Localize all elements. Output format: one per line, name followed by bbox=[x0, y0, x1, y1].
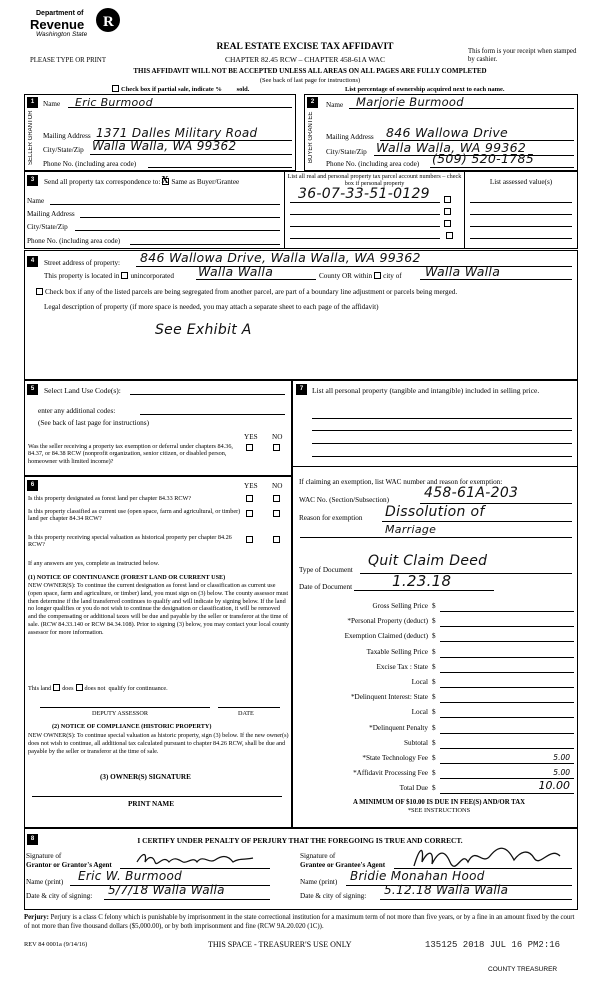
section-7-number: 7 bbox=[296, 384, 307, 395]
dollar-sign: $ bbox=[432, 723, 436, 732]
ownership-pct-note: List percentage of ownership acquired next to each name. bbox=[345, 86, 505, 93]
revision-code: REV 84 0001a (9/14/16) bbox=[24, 941, 88, 948]
partial-sale-checkbox[interactable] bbox=[112, 85, 119, 92]
section-6-number: 6 bbox=[27, 480, 38, 491]
grantee-name-label: Name (print) bbox=[300, 878, 338, 886]
grantee-name-value[interactable]: Bridie Monahan Hood bbox=[350, 869, 485, 883]
section-4-number: 4 bbox=[27, 256, 38, 267]
section-2-number: 2 bbox=[307, 97, 318, 108]
notice-compliance-text: NEW OWNER(S): To continue special valuation as historic property, sign (3) below. If the new owner(s) does not wish to continue, all additional tax calculated pursuant to chapter 84.26 RCW, shall be due and payable by the seller or transferor at the time of sale. bbox=[28, 732, 289, 755]
money-row bbox=[296, 737, 574, 752]
money-row bbox=[296, 767, 574, 782]
dollar-sign: $ bbox=[432, 677, 436, 686]
money-row bbox=[296, 706, 574, 721]
recording-stamp: 135125 2018 JUL 16 PM2:16 bbox=[425, 940, 561, 950]
buyer-phone-value[interactable]: (509) 520-1785 bbox=[432, 151, 534, 166]
money-row bbox=[296, 779, 574, 797]
dept-state-text: Washington State bbox=[36, 31, 88, 38]
see-instructions-note: *SEE INSTRUCTIONS bbox=[407, 807, 471, 814]
this-land-line bbox=[28, 684, 168, 692]
same-as-buyer-checkbox[interactable]: X bbox=[161, 175, 169, 186]
partial-sale-line bbox=[110, 85, 249, 94]
grantee-date-label: Date & city of signing: bbox=[300, 892, 367, 900]
money-row-label: *Delinquent Penalty bbox=[369, 723, 428, 732]
if-yes-instructions: If any answers are yes, complete as instructed below. bbox=[28, 560, 160, 567]
send-correspondence-label: Send all property tax correspondence to: bbox=[44, 178, 161, 186]
s5-yes-checkbox[interactable] bbox=[246, 444, 253, 451]
dept-of-text: Department of bbox=[36, 10, 84, 17]
corr-name-label: Name bbox=[27, 197, 45, 205]
dollar-sign: $ bbox=[432, 602, 436, 610]
certify-statement: I CERTIFY UNDER PENALTY OF PERJURY THAT THE FOREGOING IS TRUE AND CORRECT. bbox=[137, 836, 463, 845]
notice-continuance-title: (1) NOTICE OF CONTINUANCE (FOREST LAND OR CURRENT USE) bbox=[28, 574, 226, 581]
form-chapter: CHAPTER 82.45 RCW – CHAPTER 458-61A WAC bbox=[225, 55, 385, 64]
money-row-value[interactable]: 5.00 bbox=[553, 752, 570, 762]
segregate-checkbox[interactable] bbox=[36, 288, 43, 295]
section-5-number: 5 bbox=[27, 384, 38, 395]
owner-signature-label: (3) OWNER(S) SIGNATURE bbox=[100, 773, 191, 781]
q3-no-checkbox[interactable] bbox=[273, 536, 280, 543]
grantor-sig-label-1: Signature of bbox=[26, 852, 62, 860]
street-address-value[interactable]: 846 Wallowa Drive, Walla Walla, WA 99362 bbox=[140, 250, 421, 265]
money-row-label: Local bbox=[411, 708, 428, 717]
exemption-question: Was the seller receiving a property tax exemption or deferral under chapters 84.36, 84.37, or 84.38 RCW (nonprofit organization, senior citizen, or disabled person, homeowner with limited income)? bbox=[28, 443, 233, 465]
unincorporated-label: unincorporated bbox=[130, 272, 174, 280]
seller-name-label: Name bbox=[43, 100, 61, 108]
money-row bbox=[296, 630, 574, 645]
buyer-mail-label: Mailing Address bbox=[326, 133, 374, 141]
see-back-instructions: (See back of last page for instructions) bbox=[259, 77, 361, 84]
parcel-1-personal-checkbox[interactable] bbox=[444, 196, 451, 203]
revenue-logo bbox=[28, 6, 123, 46]
grantor-sig-label-2: Grantor or Grantor's Agent bbox=[26, 861, 112, 869]
money-row-label: Gross Selling Price bbox=[372, 602, 428, 610]
grantor-name-value[interactable]: Eric W. Burmood bbox=[78, 869, 183, 883]
county-within-label: County OR within bbox=[319, 272, 373, 280]
buyer-name-value[interactable]: Marjorie Burmood bbox=[356, 95, 464, 109]
send-correspondence-line bbox=[44, 175, 240, 187]
document-type-label: Type of Document bbox=[299, 566, 353, 574]
please-type: PLEASE TYPE OR PRINT bbox=[30, 57, 106, 64]
acceptance-warning: THIS AFFIDAVIT WILL NOT BE ACCEPTED UNLESS ALL AREAS ON ALL PAGES ARE FULLY COMPLETED bbox=[133, 67, 487, 75]
document-type-value[interactable]: Quit Claim Deed bbox=[368, 553, 488, 569]
q1-yes-checkbox[interactable] bbox=[246, 495, 253, 502]
section-3-number: 3 bbox=[27, 175, 38, 186]
city-of-checkbox[interactable] bbox=[374, 272, 381, 279]
money-row bbox=[296, 752, 574, 767]
wac-number-value[interactable]: 458-61A-203 bbox=[424, 485, 519, 501]
land-does-checkbox[interactable] bbox=[53, 684, 60, 691]
dollar-sign: $ bbox=[432, 769, 436, 778]
exemption-reason-line1[interactable]: Dissolution of bbox=[385, 504, 485, 520]
receipt-note: This form is your receipt when stamped by cashier. bbox=[468, 48, 577, 64]
revenue-r-icon bbox=[94, 6, 122, 34]
segregate-label: Check box if any of the listed parcels are being segregated from another parcel, are part of a boundary line adjustment or parcels being merged. bbox=[45, 288, 458, 296]
grantor-date-label: Date & city of signing: bbox=[26, 892, 93, 900]
section-8-number: 8 bbox=[27, 834, 38, 845]
money-row-label: *State Technology Fee bbox=[362, 753, 428, 762]
money-row bbox=[296, 615, 574, 630]
county-treasurer-label: COUNTY TREASURER bbox=[488, 966, 558, 973]
partial-sold-label: sold. bbox=[236, 86, 250, 93]
money-row-label: Total Due bbox=[399, 784, 428, 793]
money-row bbox=[296, 600, 574, 615]
legal-description-value[interactable]: See Exhibit A bbox=[155, 322, 252, 338]
perjury-text: Perjury is a class C felony which is punishable by imprisonment in the state correctional institution for a maximum term of not more than five years, or by a fine in an amount fixed by the court of not more than five thousand dollars ($5,000.00), or by both imprisonment and fine (RCW 9A.20.020 (1C)). bbox=[24, 914, 575, 930]
money-row-label: *Affidavit Processing Fee bbox=[353, 769, 428, 778]
notice-compliance-title: (2) NOTICE OF COMPLIANCE (HISTORIC PROPERTY) bbox=[52, 723, 212, 730]
money-row-value[interactable]: 5.00 bbox=[553, 768, 570, 778]
seller-mail-value[interactable]: 1371 Dalles Military Road bbox=[96, 126, 258, 140]
s5-no-header: NO bbox=[272, 433, 283, 441]
city-value[interactable]: Walla Walla bbox=[425, 264, 501, 279]
unincorporated-checkbox[interactable] bbox=[121, 272, 128, 279]
dollar-sign: $ bbox=[432, 693, 436, 702]
perjury-notice bbox=[24, 914, 580, 932]
q2-yes-checkbox[interactable] bbox=[246, 510, 253, 517]
seller-city-label: City/State/Zip bbox=[43, 146, 84, 154]
legal-description-label: Legal description of property (if more space is needed, you may attach a separate sheet to each page of the affidavit) bbox=[44, 303, 379, 311]
q1-no-checkbox[interactable] bbox=[273, 495, 280, 502]
land-use-label: Select Land Use Code(s): bbox=[44, 386, 121, 395]
treasurer-use-label: THIS SPACE - TREASURER'S USE ONLY bbox=[208, 940, 352, 949]
same-as-buyer-label: Same as Buyer/Grantee bbox=[171, 178, 240, 186]
seller-city-value[interactable]: Walla Walla, WA 99362 bbox=[92, 139, 237, 153]
document-date-value[interactable]: 1.23.18 bbox=[392, 572, 452, 590]
assessor-date-label: DATE bbox=[238, 710, 254, 717]
money-row bbox=[296, 722, 574, 737]
money-row-value[interactable]: 10.00 bbox=[538, 779, 570, 793]
money-row bbox=[296, 676, 574, 691]
land-does-label: does bbox=[62, 685, 74, 692]
deputy-assessor-label: DEPUTY ASSESSOR bbox=[92, 710, 148, 717]
money-row bbox=[296, 661, 574, 676]
claiming-exemption-label: If claiming an exemption, list WAC number and reason for exemption: bbox=[299, 478, 503, 486]
money-row-label: Local bbox=[411, 677, 428, 686]
exemption-reason-line2[interactable]: Marriage bbox=[385, 523, 437, 536]
forest-land-question: Is this property designated as forest land per chapter 84.33 RCW? bbox=[28, 495, 192, 502]
minimum-due-note: A MINIMUM OF $10.00 IS DUE IN FEE(S) AND/OR TAX bbox=[352, 799, 526, 806]
buyer-phone-label: Phone No. (including area code) bbox=[326, 160, 420, 168]
grantee-date-value[interactable]: 5.12.18 Walla Walla bbox=[384, 883, 509, 897]
grantor-name-label: Name (print) bbox=[26, 878, 64, 886]
partial-sale-label: Check box if partial sale, indicate % bbox=[121, 86, 222, 93]
parcel-4-personal-checkbox[interactable] bbox=[446, 232, 453, 239]
money-row-label: Subtotal bbox=[404, 738, 428, 747]
parcel-number-value[interactable]: 36-07-33-51-0129 bbox=[298, 186, 430, 202]
county-value[interactable]: Walla Walla bbox=[198, 264, 274, 279]
s5-yes-header: YES bbox=[244, 433, 258, 441]
parcel-personal-checkboxes bbox=[444, 196, 454, 239]
seller-phone-label: Phone No. (including area code) bbox=[43, 160, 137, 168]
current-use-question: Is this property classified as current use (open space, farm and agricultural, or timber) land per chapter 84.34 RCW? bbox=[28, 508, 241, 523]
grantor-signature[interactable] bbox=[135, 850, 265, 868]
street-address-label: Street address of property: bbox=[44, 259, 121, 267]
land-use-see-back: (See back of last page for instructions) bbox=[38, 419, 149, 427]
buyer-mail-value[interactable]: 846 Wallowa Drive bbox=[386, 125, 509, 140]
q3-yes-checkbox[interactable] bbox=[246, 536, 253, 543]
money-row-label: *Personal Property (deduct) bbox=[347, 617, 428, 626]
form-title: REAL ESTATE EXCISE TAX AFFIDAVIT bbox=[216, 42, 394, 52]
parcel-3-personal-checkbox[interactable] bbox=[444, 220, 451, 227]
exemption-reason-label: Reason for exemption bbox=[299, 514, 363, 522]
buyer-grantee-label: BUYER GRANTEE bbox=[308, 111, 314, 164]
buyer-name-label: Name bbox=[326, 101, 344, 109]
buyer-city-value[interactable]: Walla Walla, WA 99362 bbox=[376, 140, 527, 155]
money-row-label: Taxable Selling Price bbox=[366, 647, 428, 656]
corr-mail-label: Mailing Address bbox=[27, 210, 75, 218]
qualify-label: qualify for continuance. bbox=[108, 685, 168, 692]
segregate-line bbox=[34, 288, 457, 297]
document-date-label: Date of Document bbox=[299, 583, 353, 591]
money-row-label: Exemption Claimed (deduct) bbox=[344, 632, 428, 641]
city-of-label: city of bbox=[383, 272, 402, 280]
grantor-date-value[interactable]: 5/7/18 Walla Walla bbox=[108, 883, 225, 897]
dollar-sign: $ bbox=[432, 784, 436, 793]
dept-revenue-text: Revenue bbox=[30, 17, 85, 32]
seller-grantor-label: SELLER GRANTOR bbox=[28, 110, 34, 165]
wac-number-label: WAC No. (Section/Subsection) bbox=[299, 496, 390, 504]
money-table bbox=[296, 600, 574, 797]
assessed-header: List assessed value(s) bbox=[489, 178, 553, 186]
seller-name-value[interactable]: Eric Burmood bbox=[75, 96, 153, 109]
money-row-label: Excise Tax : State bbox=[376, 662, 428, 671]
county-within-line bbox=[319, 272, 402, 281]
parcel-header: List all real and personal property tax parcel account numbers – check box if personal property bbox=[287, 173, 462, 188]
this-land-label: This land bbox=[28, 685, 52, 692]
money-row bbox=[296, 646, 574, 661]
located-label: This property is located in bbox=[44, 272, 120, 280]
corr-phone-label: Phone No. (including area code) bbox=[27, 237, 121, 245]
money-row bbox=[296, 691, 574, 706]
parcel-2-personal-checkbox[interactable] bbox=[444, 208, 451, 215]
svg-text:R: R bbox=[103, 14, 114, 30]
land-does-not-label: does not bbox=[84, 685, 106, 692]
perjury-label: Perjury: bbox=[24, 914, 49, 921]
dollar-sign: $ bbox=[432, 617, 436, 626]
seller-mail-label: Mailing Address bbox=[43, 132, 91, 140]
historic-question: Is this property receiving special valuation as historical property per chapter 84.26 RCW? bbox=[28, 534, 232, 549]
dollar-sign: $ bbox=[432, 753, 436, 762]
money-row-label: *Delinquent Interest: State bbox=[350, 693, 428, 702]
buyer-city-label: City/State/Zip bbox=[326, 148, 367, 156]
dollar-sign: $ bbox=[432, 708, 436, 717]
dollar-sign: $ bbox=[432, 647, 436, 656]
grantee-signature[interactable] bbox=[410, 842, 570, 870]
grantee-sig-label-1: Signature of bbox=[300, 852, 336, 860]
personal-property-label: List all personal property (tangible and intangible) included in selling price. bbox=[312, 386, 540, 395]
additional-codes-label: enter any additional codes: bbox=[38, 407, 116, 415]
grantee-sig-label-2: Grantee or Grantee's Agent bbox=[300, 861, 386, 869]
q2-no-checkbox[interactable] bbox=[273, 510, 280, 517]
located-line bbox=[44, 272, 174, 281]
print-name-label: PRINT NAME bbox=[128, 800, 174, 808]
dollar-sign: $ bbox=[432, 662, 436, 671]
section-1-number: 1 bbox=[27, 97, 38, 108]
notice-continuance-text: NEW OWNER(S): To continue the current designation as forest land or classification as current use (open space, farm and agriculture, or timber) land, you must sign on (3) below. The county assessor must then determine if the land transferred continues to qualify and will indicate by signing below. If the land no longer qualifies or you do not wish to continue the designation or classification, it will be removed and the compensating or additional taxes will be due and payable by the seller or transferor at the time of sale. (RCW 84.33.140 or RCW 84.34.108). Prior to signing (3) below, you may contact your local county assessor for more information. bbox=[28, 582, 290, 636]
s5-no-checkbox[interactable] bbox=[273, 444, 280, 451]
dollar-sign: $ bbox=[432, 738, 436, 747]
dollar-sign: $ bbox=[432, 632, 436, 641]
land-does-not-checkbox[interactable] bbox=[76, 684, 83, 691]
corr-city-label: City/State/Zip bbox=[27, 223, 68, 231]
s6-yes-header: YES bbox=[244, 482, 258, 490]
s6-no-header: NO bbox=[272, 482, 283, 490]
